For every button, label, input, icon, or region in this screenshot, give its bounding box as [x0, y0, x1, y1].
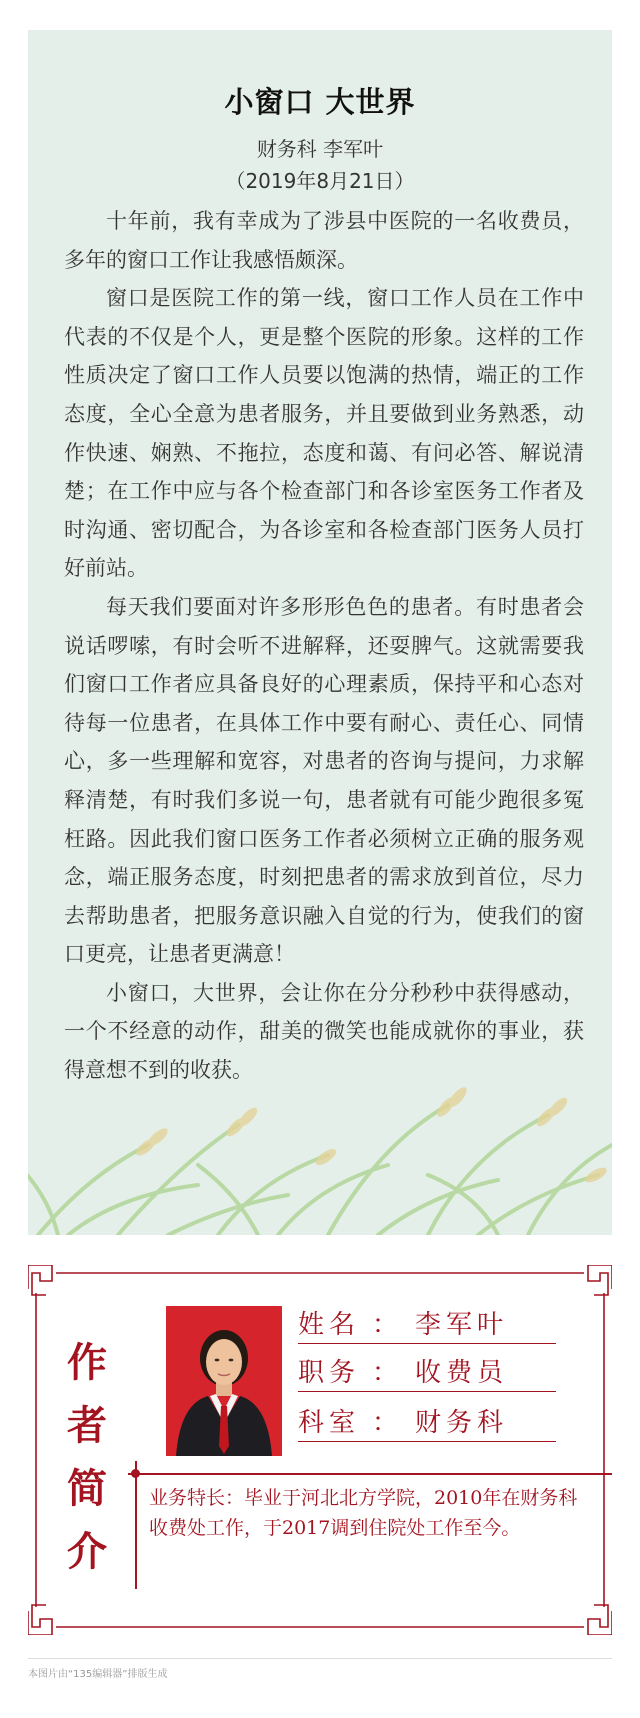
author-bio: 业务特长：毕业于河北北方学院，2010年在财务科收费处工作，于2017调到住院处工作至今。	[149, 1487, 578, 1539]
intro-vertical-heading	[52, 1331, 122, 1583]
article-title: 小窗口 大世界	[224, 85, 416, 119]
article-author: 财务科 李军叶	[256, 137, 384, 161]
intro-divider-horizontal	[128, 1473, 612, 1475]
heading-char-4: 介	[67, 1528, 107, 1575]
info-row-name	[298, 1307, 556, 1344]
name-sep: ：	[372, 1310, 404, 1340]
author-portrait-illustration	[166, 1306, 282, 1456]
heading-char-2: 者	[67, 1402, 107, 1449]
article-date: （2019年8月21日）	[225, 169, 415, 193]
footer-credit: 本图片由“135编辑器”排版生成	[28, 1669, 168, 1680]
department-sep: ：	[372, 1408, 404, 1438]
author-intro-panel	[28, 1265, 612, 1635]
intro-divider-vertical	[135, 1461, 137, 1589]
paragraph-2: 窗口是医院工作的第一线，窗口工作人员在工作中代表的不仅是个人，更是整个医院的形象。这样的工作性质决定了窗口工作人员要以饱满的热情，端正的工作态度，全心全意为患者服务，并且要做到业务熟悉，动作快速、娴熟、不拖拉，态度和蔼、有问必答、解说清楚；在工作中应与各个检查部门和各诊室医务工作者及时沟通、密切配合，为各诊室和各检查部门医务人员打好前站。	[64, 286, 584, 581]
footer-divider	[28, 1658, 612, 1659]
position-label: 职务	[298, 1358, 361, 1388]
department-label: 科室	[298, 1408, 361, 1438]
position-sep: ：	[372, 1358, 404, 1388]
heading-char-3: 简	[67, 1465, 107, 1512]
article-body	[64, 202, 584, 1090]
position-value: 收费员	[415, 1358, 509, 1388]
intro-divider-dot	[131, 1469, 140, 1478]
heading-char-1: 作	[67, 1339, 107, 1386]
author-photo	[166, 1306, 282, 1456]
info-row-position	[298, 1355, 556, 1392]
name-value: 李军叶	[415, 1310, 509, 1340]
department-value: 财务科	[415, 1408, 509, 1438]
info-row-department	[298, 1405, 556, 1442]
wheat-grass-decoration	[28, 1085, 612, 1235]
name-label: 姓名	[298, 1310, 361, 1340]
paragraph-3: 每天我们要面对许多形形色色的患者。有时患者会说话啰嗦，有时会听不进解释，还耍脾气。这就需要我们窗口工作者应具备良好的心理素质，保持平和心态对待每一位患者，在具体工作中要有耐心、责任心、同情心，多一些理解和宽容，对患者的咨询与提问，力求解释清楚，有时我们多说一句，患者就有可能少跑很多冤枉路。因此我们窗口医务工作者必须树立正确的服务观念，端正服务态度，时刻把患者的需求放到首位，尽力去帮助患者，把服务意识融入自觉的行为，使我们的窗口更亮，让患者更满意！	[64, 594, 584, 967]
article-card	[28, 30, 612, 1235]
paragraph-4: 小窗口，大世界，会让你在分分秒秒中获得感动，一个不经意的动作，甜美的微笑也能成就你的事业，获得意想不到的收获。	[64, 980, 584, 1083]
paragraph-1: 十年前，我有幸成为了涉县中医院的一名收费员，多年的窗口工作让我感悟颇深。	[64, 209, 584, 272]
